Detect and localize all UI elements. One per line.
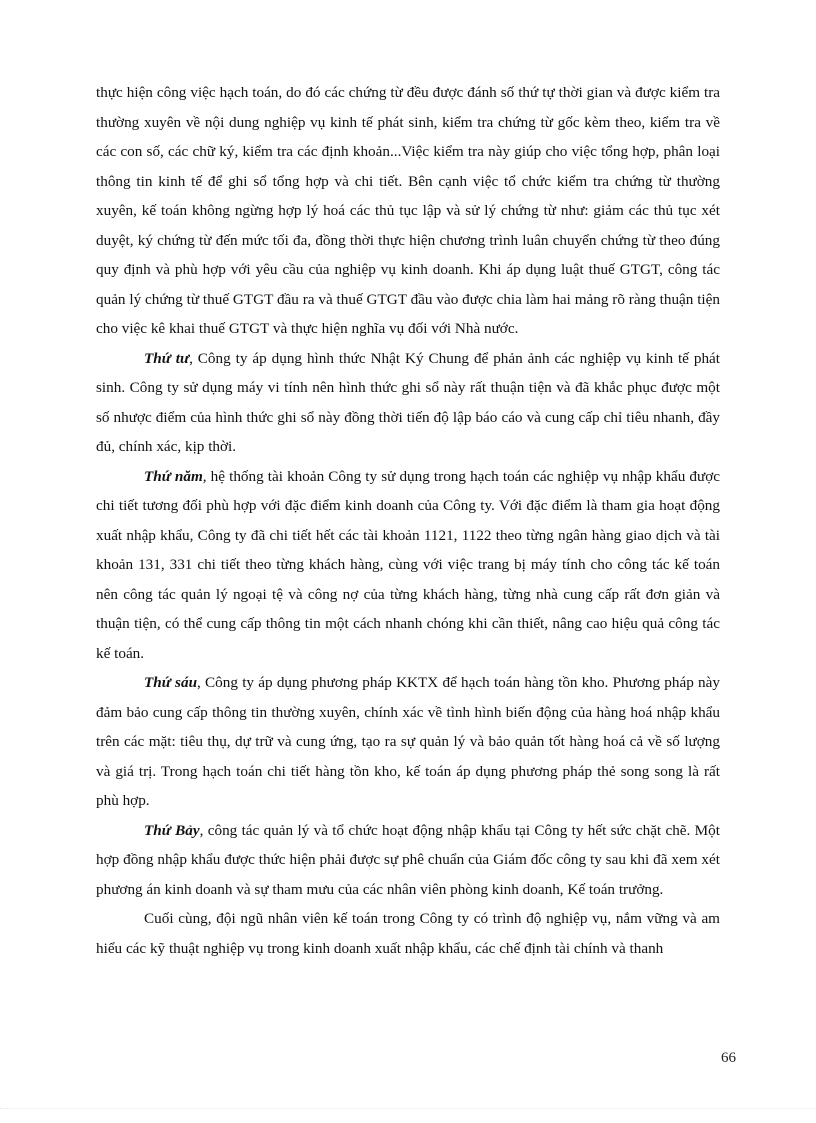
page-body — [96, 78, 720, 963]
paragraph-thu-tu — [96, 344, 720, 462]
page-bottom-divider — [0, 1108, 816, 1109]
paragraph-text: thực hiện công việc hạch toán, do đó các chứng từ đều được đánh số thứ tự thời gian và được kiểm tra thường xuyên về nội dung nghiệp vụ kinh tế phát sinh, kiểm tra chứng từ gốc kèm theo, kiểm tra về các con số, các chữ ký, kiểm tra các định khoản...Việc kiểm tra này giúp cho việc tổng hợp, phân loại thông tin kinh tế để ghi sổ tổng hợp và chi tiết. Bên cạnh việc tổ chức kiểm tra chứng từ thường xuyên, kế toán không ngừng hợp lý hoá các thủ tục lập và sử lý chứng từ như: giảm các thủ tục xét duyệt, ký chứng từ đến mức tối đa, đồng thời thực hiện chương trình luân chuyển chứng từ theo đúng quy định và phù hợp với yêu cầu của nghiệp vụ kinh doanh. Khi áp dụng luật thuế GTGT, công tác quản lý chứng từ thuế GTGT đầu ra và thuế GTGT đầu vào được chia làm hai mảng rõ ràng thuận tiện cho việc kê khai thuế GTGT và thực hiện nghĩa vụ đối với Nhà nước. — [96, 84, 720, 337]
paragraph-thu-sau — [96, 668, 720, 816]
paragraph-cuoi-cung — [96, 904, 720, 963]
paragraph-lead: Thứ tư — [144, 349, 190, 367]
paragraph-lead: Thứ sáu — [144, 674, 198, 691]
paragraph-text: , công tác quản lý và tổ chức hoạt động nhập khẩu tại Công ty hết sức chặt chẽ. Một hợp đồng nhập khẩu được thức hiện phải được sự phê chuẩn của Giám đốc công ty sau khi đã xem xét phương án kinh doanh và sự tham mưu của các nhân viên phòng kinh doanh, Kế toán trưởng. — [96, 821, 720, 898]
paragraph-text: , Công ty áp dụng hình thức Nhật Ký Chung để phản ảnh các nghiệp vụ kinh tế phát sinh. Công ty sử dụng máy vi tính nên hình thức ghi sổ này rất thuận tiện và đã khắc phục được một số nhược điểm của hình thức ghi sổ này đồng thời tiến độ lập báo cáo và cung cấp chỉ tiêu nhanh, đầy đủ, chính xác, kịp thời. — [96, 349, 720, 455]
paragraph-continuation — [96, 78, 720, 344]
paragraph-text: , hệ thống tài khoản Công ty sử dụng trong hạch toán các nghiệp vụ nhập khẩu được chi tiết tương đối phù hợp với đặc điểm kinh doanh của Công ty. Với đặc điểm là tham gia hoạt động xuất nhập khẩu, Công ty đã chi tiết hết các tài khoản 1121, 1122 theo từng ngân hàng giao dịch và tài khoản 131, 331 chi tiết theo từng khách hàng, cùng với việc trang bị máy tính cho công tác kế toán nên công tác quản lý ngoại tệ và công nợ của từng khách hàng, từng nhà cung cấp rất đơn giản và thuận tiện, có thể cung cấp thông tin một cách nhanh chóng khi cần thiết, nâng cao hiệu quả công tác kế toán. — [96, 467, 720, 662]
paragraph-text: , Công ty áp dụng phương pháp KKTX để hạch toán hàng tồn kho. Phương pháp này đảm bảo cung cấp thông tin thường xuyên, chính xác về tình hình biến động của hàng hoá nhập khẩu trên các mặt: tiêu thụ, dự trữ và cung ứng, tạo ra sự quản lý và bảo quản tốt hàng hoá cả về số lượng và giá trị. Trong hạch toán chi tiết hàng tồn kho, kế toán áp dụng phương pháp thẻ song song là rất phù hợp. — [96, 674, 720, 809]
paragraph-lead: Thứ năm — [144, 467, 203, 485]
page-number: 66 — [721, 1050, 736, 1066]
paragraph-lead: Thứ Bảy — [144, 821, 200, 839]
paragraph-thu-nam — [96, 462, 720, 669]
paragraph-text: Cuối cùng, đội ngũ nhân viên kế toán trong Công ty có trình độ nghiệp vụ, nắm vững và am hiểu các kỹ thuật nghiệp vụ trong kinh doanh xuất nhập khẩu, các chế định tài chính và thanh — [96, 910, 720, 957]
paragraph-thu-bay — [96, 816, 720, 905]
